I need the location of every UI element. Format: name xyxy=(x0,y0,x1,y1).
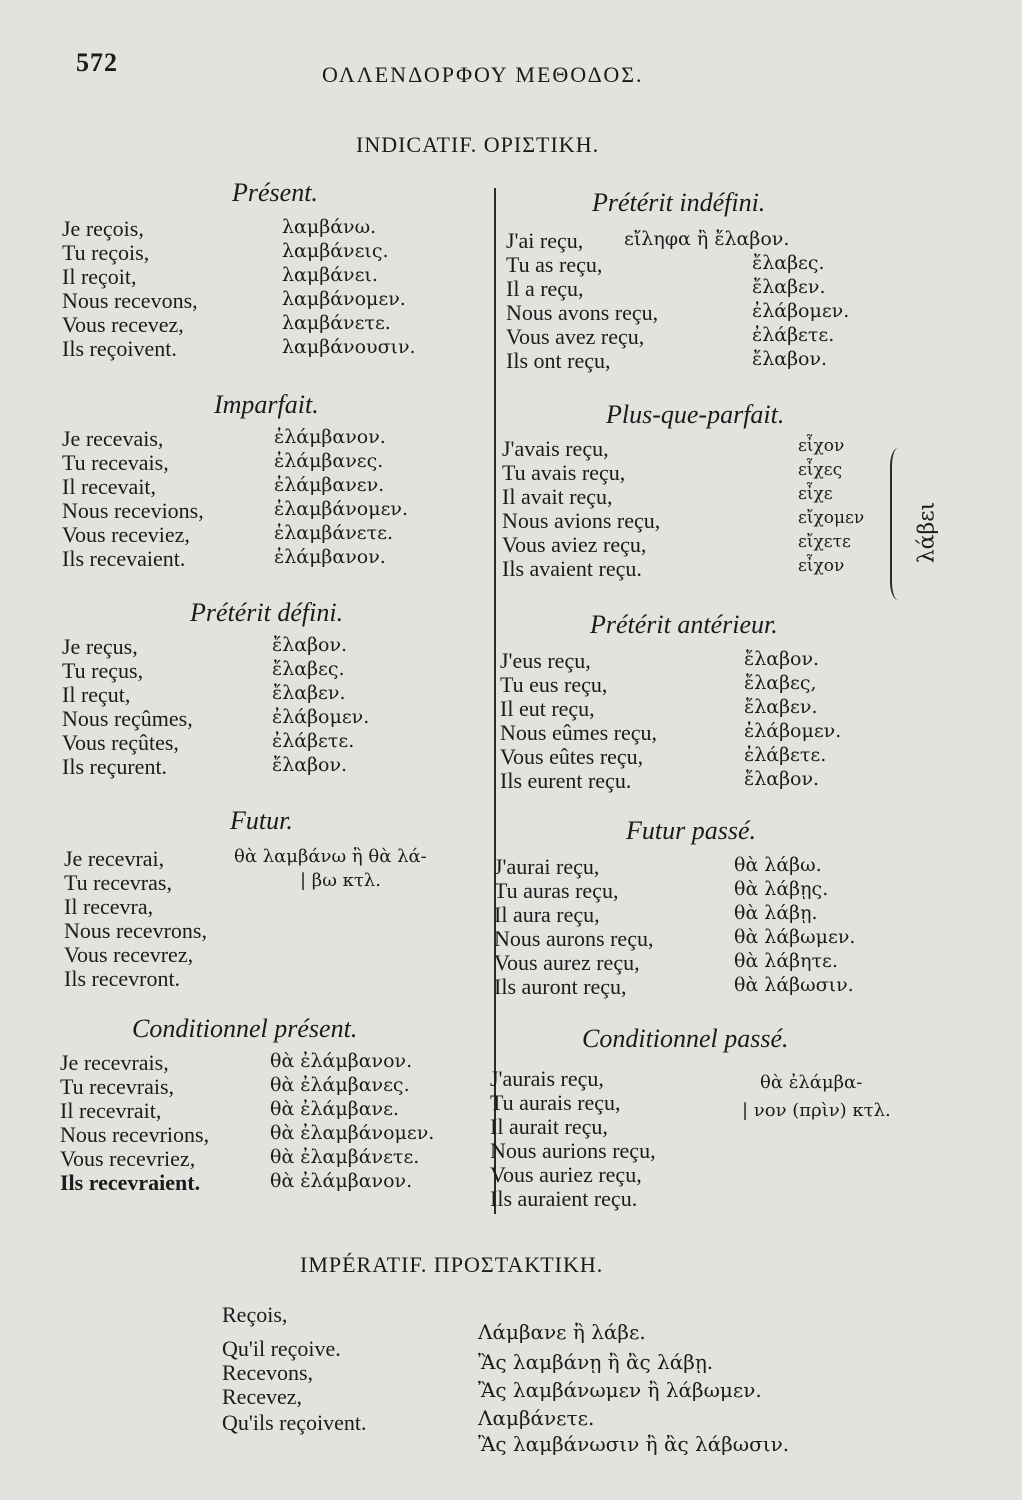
greek-form: ἔλαβες. xyxy=(272,658,345,680)
brace-label: λάβει xyxy=(914,501,940,564)
french-form: J'aurai reçu, xyxy=(494,854,600,879)
futur-note: θὰ λαμβάνω ἢ θὰ λά- xyxy=(234,846,427,867)
imperative-greek: Ἂς λαμβάνωσιν ἢ ἂς λάβωσιν. xyxy=(478,1432,790,1456)
greek-form: εἶχον xyxy=(798,556,845,576)
french-form: Je recevrais, xyxy=(60,1050,169,1075)
french-form: Il avait reçu, xyxy=(502,484,613,509)
greek-form: ἔλαβον. xyxy=(752,348,828,370)
french-form: Vous avez reçu, xyxy=(506,324,645,349)
french-form: Ils recevraient. xyxy=(60,1170,201,1195)
greek-form: ἐλάβομεν. xyxy=(272,706,370,728)
french-form: Il reçoit, xyxy=(62,264,137,289)
french-form: Tu recevras, xyxy=(64,870,172,895)
section-title: Prétérit antérieur. xyxy=(590,610,778,639)
french-form: Ils avaient reçu. xyxy=(502,556,642,581)
greek-form: λαμβάνεις. xyxy=(282,240,389,262)
french-form: Vous recevriez, xyxy=(60,1146,196,1171)
greek-form: θὰ λάβωμεν. xyxy=(734,926,856,948)
imperative-greek: Λαμβάνετε. xyxy=(478,1406,595,1430)
french-form: Nous recevrons, xyxy=(64,918,207,943)
french-form: Je reçois, xyxy=(62,216,144,241)
conditionnel-passe-note-continuation: | νον (πρὶν) κτλ. xyxy=(742,1100,891,1121)
french-form: Tu reçus, xyxy=(62,658,144,683)
french-form: Il recevait, xyxy=(62,474,157,499)
greek-form: θὰ λάβῃς. xyxy=(734,878,829,900)
greek-form: ἔλαβεν. xyxy=(752,276,826,298)
greek-form: ἔλαβες, xyxy=(744,672,817,694)
section-title: Prétérit indéfini. xyxy=(592,188,766,217)
imperative-title: IMPÉRATIF. ΠΡΟΣΤΑΚΤΙΚΗ. xyxy=(300,1252,604,1277)
imperative-french: Qu'ils reçoivent. xyxy=(222,1410,367,1435)
french-form: Nous eûmes reçu, xyxy=(500,720,658,745)
greek-form: θὰ λάβητε. xyxy=(734,950,838,972)
french-form: Vous recevrez, xyxy=(64,942,194,967)
greek-form: ἐλάβετε. xyxy=(272,730,355,752)
french-form: Nous reçûmes, xyxy=(62,706,193,731)
french-form: Ils reçurent. xyxy=(62,754,168,779)
greek-form: ἐλάβομεν. xyxy=(744,720,842,742)
imperative-french: Qu'il reçoive. xyxy=(222,1336,341,1361)
greek-form: θὰ ἐλάμβανε. xyxy=(270,1098,399,1120)
imperative-french: Reçois, xyxy=(222,1302,288,1327)
french-form: Il aurait reçu, xyxy=(490,1114,608,1139)
french-form: J'eus reçu, xyxy=(500,648,591,673)
french-form: Ils reçoivent. xyxy=(62,336,177,361)
french-form: J'ai reçu, xyxy=(506,228,584,253)
imperative-greek: Ἂς λαμβάνῃ ἢ ἂς λάβῃ. xyxy=(478,1350,714,1374)
greek-form: εἴχομεν xyxy=(798,508,865,528)
french-form: Nous recevions, xyxy=(62,498,204,523)
greek-form: ἔλαβον. xyxy=(744,648,820,670)
french-form: Il reçut, xyxy=(62,682,131,707)
greek-form: ἐλαμβάνομεν. xyxy=(274,498,409,520)
greek-form: θὰ ἐλάμβανες. xyxy=(270,1074,410,1096)
french-form: Vous recevez, xyxy=(62,312,184,337)
section-title: Conditionnel présent. xyxy=(132,1014,358,1043)
french-form: Ils ont reçu, xyxy=(506,348,611,373)
french-form: Il aura reçu, xyxy=(494,902,600,927)
french-form: Je recevais, xyxy=(62,426,164,451)
french-form: Tu aurais reçu, xyxy=(490,1090,621,1115)
greek-form: ἐλάβομεν. xyxy=(752,300,850,322)
greek-form: ἔλαβες. xyxy=(752,252,825,274)
greek-form: εἶχον xyxy=(798,436,845,456)
french-form: Tu eus reçu, xyxy=(500,672,608,697)
french-form: Ils recevaient. xyxy=(62,546,186,571)
section-title: Conditionnel passé. xyxy=(582,1024,789,1053)
french-form: Tu auras reçu, xyxy=(494,878,619,903)
imperative-greek: Ἂς λαμβάνωμεν ἢ λάβωμεν. xyxy=(478,1378,762,1402)
french-form: Vous aurez reçu, xyxy=(494,950,640,975)
french-form: Vous receviez, xyxy=(62,522,190,547)
greek-form: θὰ ἐλάμβανον. xyxy=(270,1050,413,1072)
french-form: Nous recevrions, xyxy=(60,1122,210,1147)
french-form: Tu reçois, xyxy=(62,240,150,265)
conditionnel-passe-note: θὰ ἐλάμβα- xyxy=(760,1072,863,1093)
imperative-greek: Λάμβανε ἢ λάβε. xyxy=(478,1320,646,1344)
greek-form: θὰ ἐλαμβάνετε. xyxy=(270,1146,420,1168)
greek-form: ἐλάμβανον. xyxy=(274,546,386,568)
french-form: Nous avons reçu, xyxy=(506,300,659,325)
french-form: Vous reçûtes, xyxy=(62,730,179,755)
indicative-title: INDICATIF. ΟΡΙΣΤΙΚΗ. xyxy=(356,132,600,157)
french-form: Ils auront reçu, xyxy=(494,974,627,999)
grouping-brace xyxy=(890,448,906,600)
greek-form: ἐλάμβανεν. xyxy=(274,474,385,496)
french-form: Nous avions reçu, xyxy=(502,508,661,533)
french-form: Ils eurent reçu. xyxy=(500,768,632,793)
french-form: Tu recevais, xyxy=(62,450,169,475)
greek-form: θὰ λάβω. xyxy=(734,854,822,876)
greek-form: ἔλαβον. xyxy=(272,634,348,656)
section-title: Futur. xyxy=(230,806,293,835)
greek-form: ἐλάμβανες. xyxy=(274,450,384,472)
greek-form: θὰ λάβῃ. xyxy=(734,902,818,924)
greek-form: εἶχες xyxy=(798,460,843,480)
french-form: Je recevrai, xyxy=(64,846,165,871)
greek-form: ἐλαμβάνετε. xyxy=(274,522,394,544)
page-number: 572 xyxy=(76,48,118,77)
greek-form: ἔλαβον. xyxy=(272,754,348,776)
greek-form: εἴληφα ἢ ἔλαβον. xyxy=(624,228,790,250)
french-form: Nous aurons reçu, xyxy=(494,926,654,951)
greek-form: εἴχετε xyxy=(798,532,851,552)
greek-form: θὰ ἐλαμβάνομεν. xyxy=(270,1122,435,1144)
french-form: Il recevrait, xyxy=(60,1098,162,1123)
imperative-french: Recevons, xyxy=(222,1360,314,1385)
french-form: Il eut reçu, xyxy=(500,696,595,721)
french-form: Nous recevons, xyxy=(62,288,198,313)
french-form: Ils recevront. xyxy=(64,966,181,991)
french-form: Nous aurions reçu, xyxy=(490,1138,656,1163)
section-title: Futur passé. xyxy=(626,816,756,845)
column-divider xyxy=(494,188,496,1214)
section-title: Imparfait. xyxy=(214,390,319,419)
greek-form: λαμβάνω. xyxy=(282,216,377,238)
greek-form: ἐλάβετε. xyxy=(744,744,827,766)
greek-form: ἐλάβετε. xyxy=(752,324,835,346)
imperative-french: Recevez, xyxy=(222,1384,302,1409)
greek-form: θὰ λάβωσιν. xyxy=(734,974,854,996)
greek-form: εἶχε xyxy=(798,484,833,504)
french-form: Tu avais reçu, xyxy=(502,460,626,485)
greek-form: λαμβάνει. xyxy=(282,264,378,286)
french-form: J'aurais reçu, xyxy=(490,1066,604,1091)
greek-form: ἔλαβεν. xyxy=(272,682,346,704)
futur-note-continuation: | βω κτλ. xyxy=(300,870,381,891)
greek-form: θὰ ἐλάμβανον. xyxy=(270,1170,413,1192)
greek-form: λαμβάνετε. xyxy=(282,312,391,334)
greek-form: ἔλαβον. xyxy=(744,768,820,790)
french-form: Vous eûtes reçu, xyxy=(500,744,644,769)
greek-form: ἐλάμβανον. xyxy=(274,426,386,448)
french-form: Ils auraient reçu. xyxy=(490,1186,638,1211)
section-title: Prétérit défini. xyxy=(190,598,344,627)
french-form: Vous aviez reçu, xyxy=(502,532,647,557)
french-form: Tu as reçu, xyxy=(506,252,603,277)
french-form: J'avais reçu, xyxy=(502,436,609,461)
section-title: Présent. xyxy=(232,178,318,207)
french-form: Vous auriez reçu, xyxy=(490,1162,642,1187)
section-title: Plus-que-parfait. xyxy=(606,400,785,429)
french-form: Il recevra, xyxy=(64,894,154,919)
french-form: Tu recevrais, xyxy=(60,1074,175,1099)
french-form: Je reçus, xyxy=(62,634,138,659)
running-head: ΟΛΛΕΝΔΟΡΦΟΥ ΜΕΘΟΔΟΣ. xyxy=(322,62,644,87)
greek-form: λαμβάνομεν. xyxy=(282,288,406,310)
french-form: Il a reçu, xyxy=(506,276,584,301)
greek-form: ἔλαβεν. xyxy=(744,696,818,718)
greek-form: λαμβάνουσιν. xyxy=(282,336,416,358)
